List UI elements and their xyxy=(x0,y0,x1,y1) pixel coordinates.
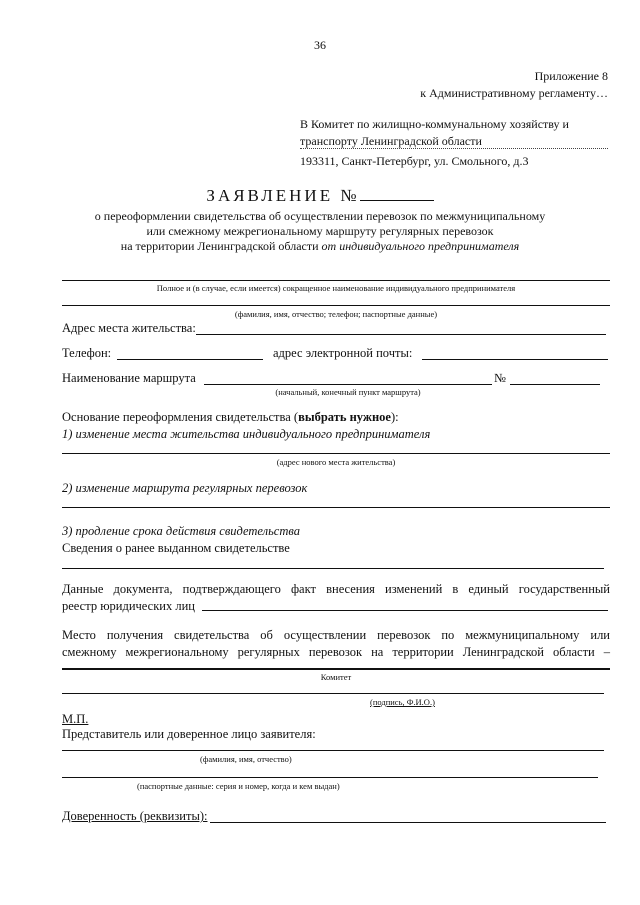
representative-name-line[interactable] xyxy=(62,750,604,751)
power-of-attorney-input-line[interactable] xyxy=(210,822,606,823)
prior-certificate-label: Сведения о ранее выданном свидетельстве xyxy=(62,541,290,555)
full-name-line[interactable] xyxy=(62,280,610,281)
basis-option-2[interactable]: 2) изменение маршрута регулярных перевозок xyxy=(62,481,308,495)
subtitle-3-italic: от индивидуального предпринимателя xyxy=(321,239,520,253)
residence-input-line[interactable] xyxy=(196,334,606,335)
basis-intro-end: ): xyxy=(390,410,399,424)
route-name-label: Наименование маршрута xyxy=(62,371,196,385)
document-title xyxy=(0,186,640,206)
title-subtitle-1: о переоформлении свидетельства об осуществлении перевозок по межмуниципальному xyxy=(94,209,546,223)
signature-caption: (подпись, Ф.И.О.) xyxy=(370,697,435,707)
full-name-caption: Полное и (в случае, если имеется) сокращенное наименование индивидуального предпринимателя xyxy=(156,283,516,293)
email-input-line[interactable] xyxy=(422,359,608,360)
title-text: ЗАЯВЛЕНИЕ № xyxy=(206,186,360,205)
receipt-place-paragraph xyxy=(62,627,610,661)
document-data-line-1: Данные документа, подтверждающего факт внесения изменений в единый государственный xyxy=(62,582,610,596)
prior-certificate-line[interactable] xyxy=(62,568,604,569)
passport-caption: (паспортные данные: серия и номер, когда и кем выдан) xyxy=(137,781,340,791)
receipt-place-line-2: смежному межрегиональному регулярных перевозок на территории Ленинградской области – xyxy=(62,645,610,659)
basis-intro-bold: выбрать нужное xyxy=(298,410,391,424)
new-address-caption: (адрес нового места жительства) xyxy=(276,457,396,467)
basis-option-3[interactable]: 3) продление срока действия свидетельства xyxy=(62,524,300,538)
route-change-line[interactable] xyxy=(62,507,610,508)
phone-input-line[interactable] xyxy=(117,359,263,360)
appendix-line-2: к Административному регламенту… xyxy=(420,86,608,100)
route-points-caption: (начальный, конечный пункт маршрута) xyxy=(275,387,421,397)
route-number-sign: № xyxy=(494,371,506,385)
seal-label: М.П. xyxy=(62,712,89,726)
title-subtitle-3 xyxy=(0,239,640,254)
receipt-place-line[interactable] xyxy=(62,668,610,670)
signature-line[interactable] xyxy=(62,693,604,694)
basis-intro-plain: Основание переоформления свидетельства ( xyxy=(62,410,299,424)
representative-label: Представитель или доверенное лицо заявителя: xyxy=(62,727,316,741)
personal-data-caption: (фамилия, имя, отчество; телефон; паспортные данные) xyxy=(234,309,438,319)
residence-label: Адрес места жительства: xyxy=(62,321,196,335)
power-of-attorney-label: Доверенность (реквизиты): xyxy=(62,809,208,823)
new-address-line[interactable] xyxy=(62,453,610,454)
representative-name-caption: (фамилия, имя, отчество) xyxy=(200,754,292,764)
route-number-input-line[interactable] xyxy=(510,384,600,385)
route-name-input-line[interactable] xyxy=(204,384,492,385)
appendix-note xyxy=(420,68,608,102)
appendix-line-1: Приложение 8 xyxy=(534,69,608,83)
personal-data-line[interactable] xyxy=(62,305,610,306)
phone-label: Телефон: xyxy=(62,346,112,360)
addressee-address: 193311, Санкт-Петербург, ул. Смольного, д.3 xyxy=(300,154,529,168)
title-subtitle-2: или смежному межрегиональному маршруту регулярных перевозок xyxy=(146,224,494,238)
passport-line[interactable] xyxy=(62,777,598,778)
document-data-line-2: реестр юридических лиц xyxy=(62,599,195,613)
addressee-line-2: транспорту Ленинградской области xyxy=(300,134,482,148)
addressee-separator xyxy=(300,148,608,149)
committee-caption: Комитет xyxy=(320,672,352,682)
title-number-blank[interactable] xyxy=(360,186,434,201)
receipt-place-line-1: Место получения свидетельства об осуществлении перевозок по межмуниципальному или xyxy=(62,628,610,642)
page-number: 36 xyxy=(314,38,326,52)
addressee-line-1: В Комитет по жилищно-коммунальному хозяйству и xyxy=(300,117,569,131)
email-label: адрес электронной почты: xyxy=(273,346,413,360)
basis-intro xyxy=(62,410,399,425)
subtitle-3-plain: на территории Ленинградской области xyxy=(120,239,322,253)
basis-option-1[interactable]: 1) изменение места жительства индивидуального предпринимателя xyxy=(62,427,431,441)
document-data-input-line[interactable] xyxy=(202,610,608,611)
